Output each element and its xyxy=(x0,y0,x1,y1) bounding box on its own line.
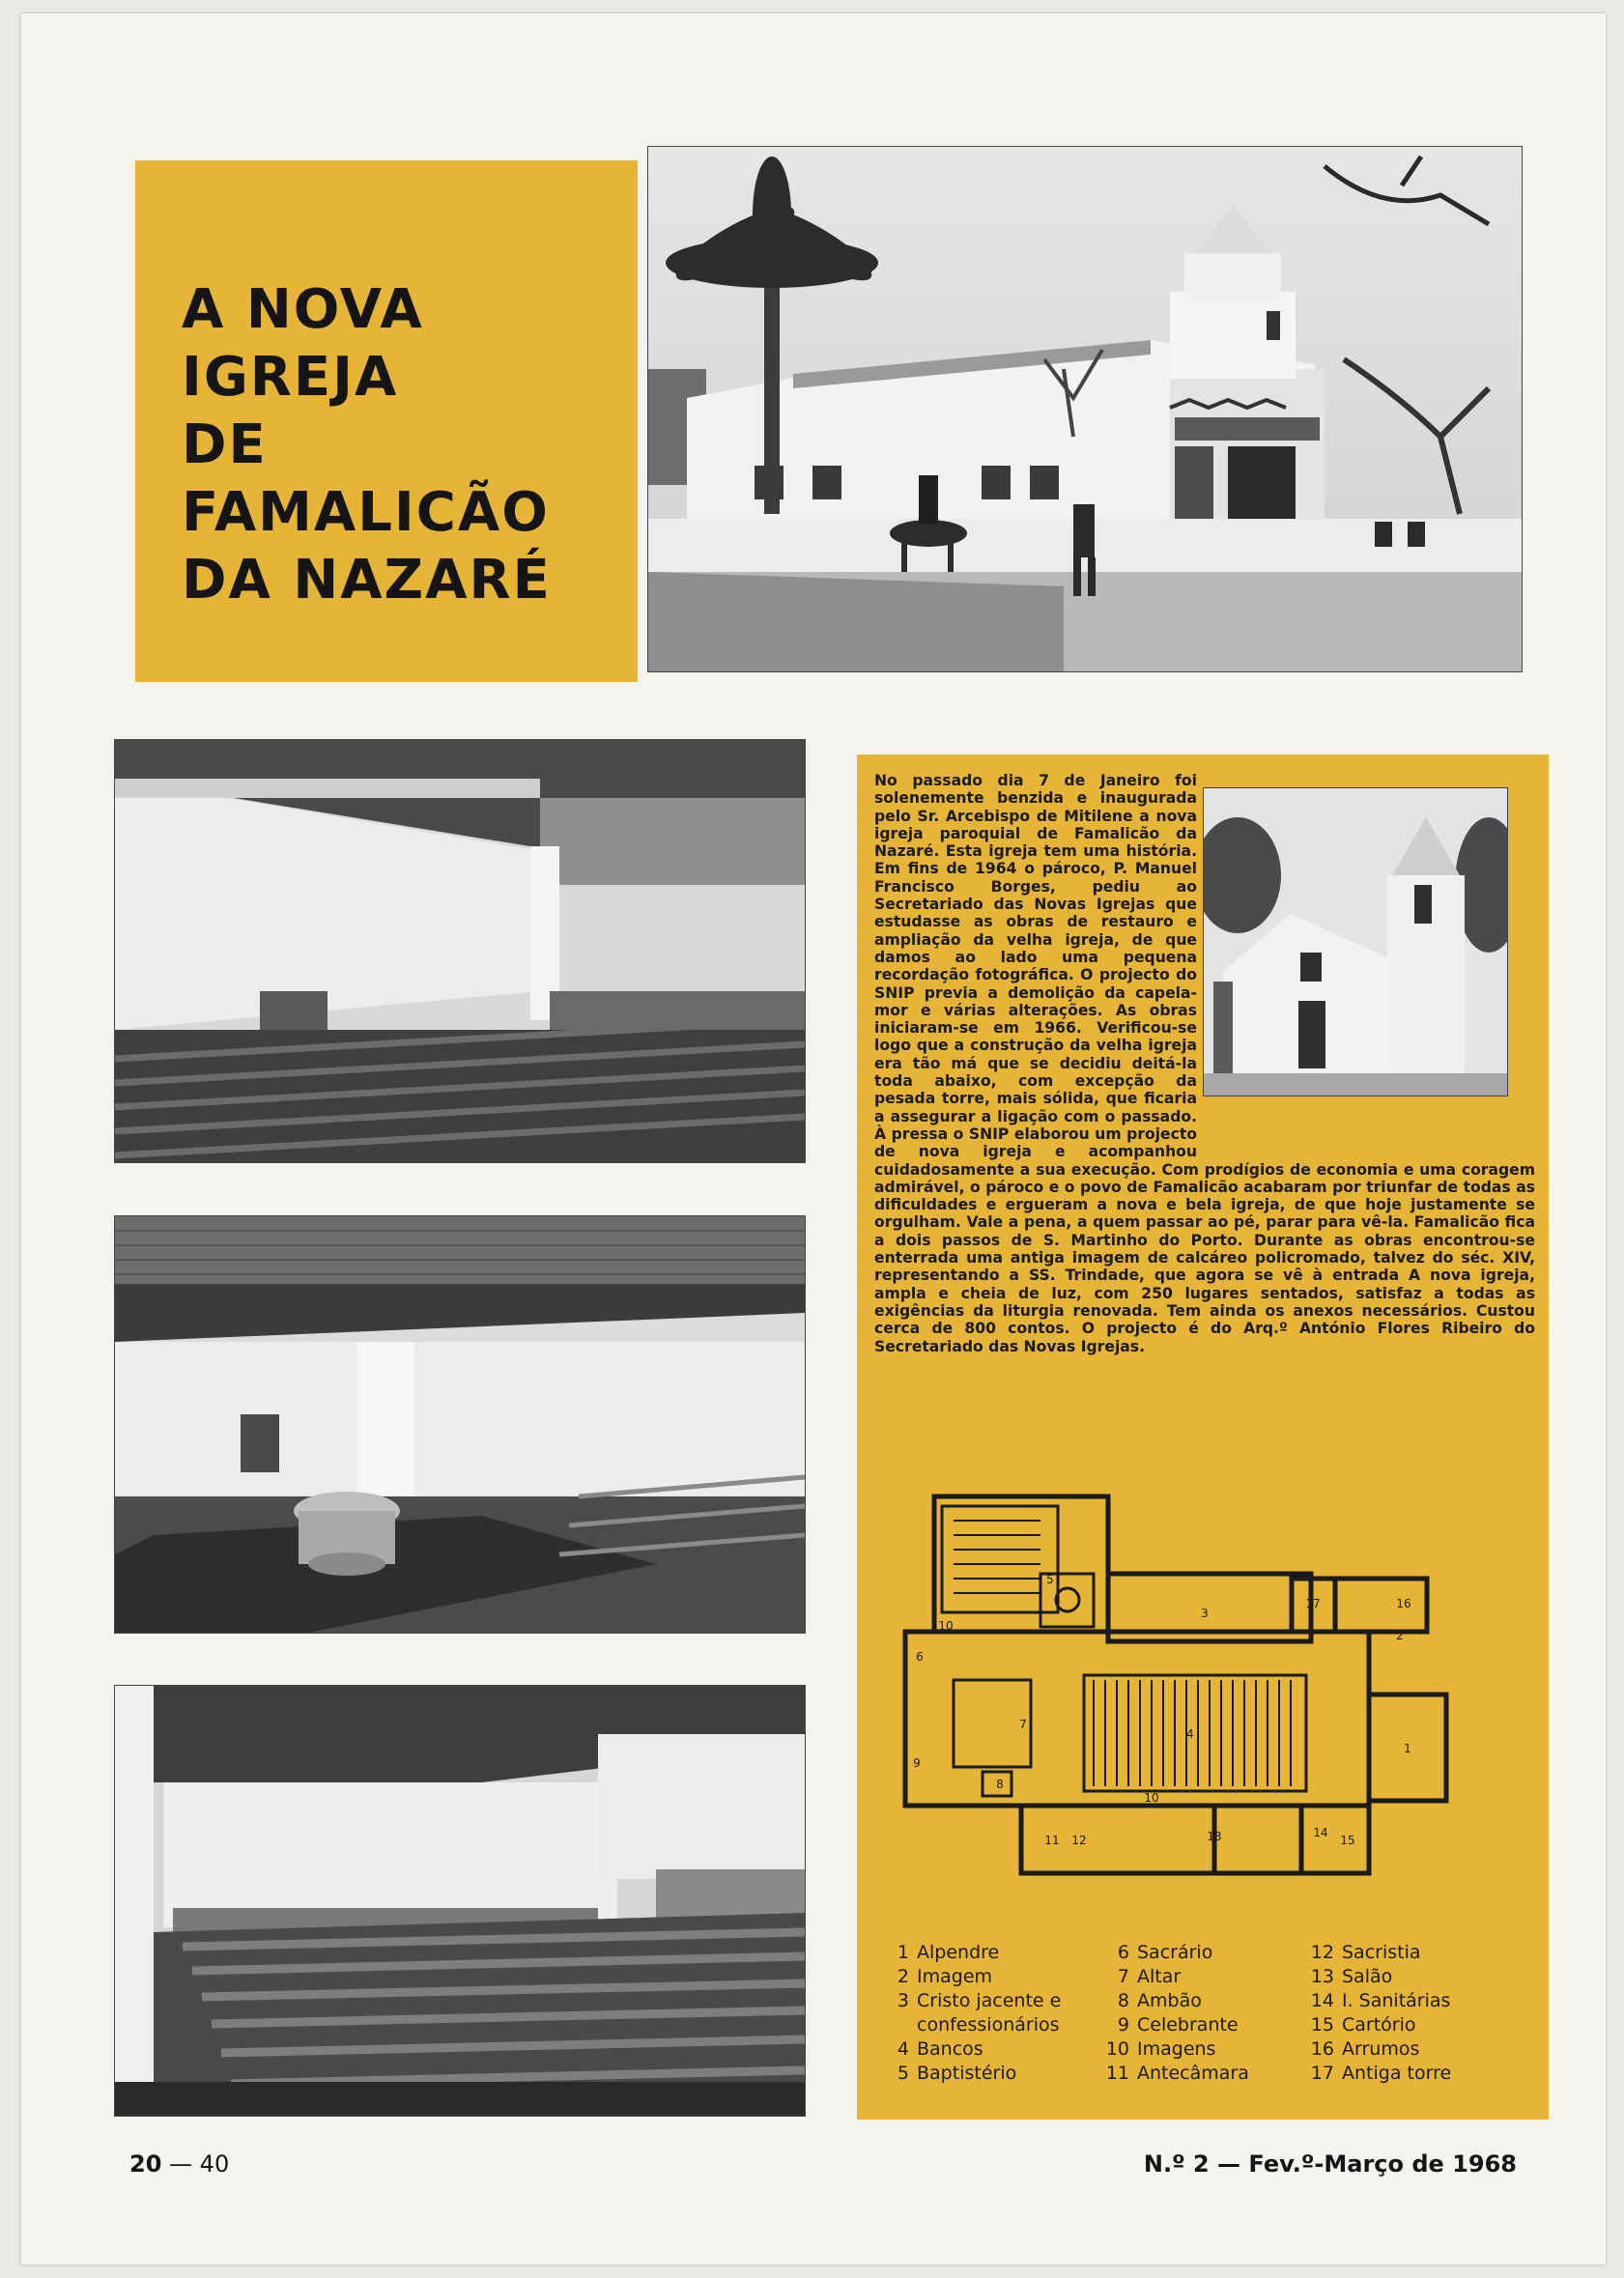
legend-item xyxy=(1309,2013,1451,2037)
legend-label: Celebrante xyxy=(1137,2014,1239,2036)
legend-label: Baptistério xyxy=(917,2063,1017,2084)
legend-item xyxy=(1309,1965,1451,1989)
page-number-primary: 20 xyxy=(129,2150,162,2178)
plan-label-3: 3 xyxy=(1201,1607,1209,1620)
legend-label: Altar xyxy=(1137,1966,1182,1987)
legend-number: 10 xyxy=(1105,2038,1129,2060)
legend-item xyxy=(884,2013,1061,2037)
legend-number: 9 xyxy=(1117,2014,1129,2036)
legend-item xyxy=(884,1965,1061,1989)
legend-label: Salão xyxy=(1342,1966,1393,1987)
legend-number: 5 xyxy=(897,2063,909,2084)
legend-label: Cristo jacente e xyxy=(917,1990,1062,2011)
legend-item xyxy=(1104,2013,1249,2037)
legend-label: Antiga torre xyxy=(1342,2063,1452,2084)
legend-label: confessionários xyxy=(917,2014,1060,2036)
legend-label: Arrumos xyxy=(1342,2038,1420,2060)
legend-number: 17 xyxy=(1310,2063,1334,2084)
legend-item xyxy=(1104,1965,1249,1989)
legend-item xyxy=(884,1989,1061,2013)
title-block xyxy=(135,160,638,682)
page-number xyxy=(129,2150,229,2178)
legend-number: 6 xyxy=(1117,1942,1129,1963)
article-text: No passado dia 7 de Janeiro foi solenemente benzida e inaugurada pelo Sr. Arcebispo de Mitilene a nova igreja paroquial de Famalicão da Nazaré. Esta igreja tem uma história. Em fins de 1964 o pároco, P. Manuel Francisco Borges, pediu ao Secretariado das Novas Igrejas que estudasse as obras de restauro e ampliação da velha igreja, de que damos ao lado uma pequena recordação fotográfica. O projecto do SNIP previa a demolição da capela-mor e várias alterações. As obras iniciaram-se em 1966. Verificou-se logo que a construção da velha igreja era tão má que se decidiu deitá-la toda abaixo, com excepção da pesada torre, mais sólida, que ficaria a assegurar a ligação com o passado. À pressa o SNIP elaborou um projecto de nova igreja e acompanhou cuidadosamente a sua execução. Com prodígios de economia e uma coragem admirável, o pároco e o povo de Famalicão acabaram por triunfar de todas as dificuldades e ergueram a nova e bela igreja, de que hoje justamente se orgulham. Vale a pena, a quem passar ao pé, parar para vê-la. Famalicão fica a dois passos de S. Martinho do Porto. Durante as obras encontrou-se enterrada uma antiga imagem de calcáreo policromado, talvez do séc. XIV, representando a SS. Trindade, que agora se vê à entrada A nova igreja, ampla e cheia de luz, com 250 lugares sentados, satisfaz a todas as exigências da liturgia renovada. Tem ainda os anexos necessários. Custou cerca de 800 contos. O projecto é do Arq.º António Flores Ribeiro do Secretariado das Novas Igrejas. xyxy=(874,772,1535,1355)
page-title xyxy=(182,276,552,614)
legend-label: Bancos xyxy=(917,2038,983,2060)
title-line-2: IGREJA xyxy=(182,346,399,409)
magazine-page xyxy=(21,14,1606,2264)
legend-number: 2 xyxy=(897,1966,909,1987)
legend-label: Sacrário xyxy=(1137,1942,1213,1963)
legend-label: Antecâmara xyxy=(1137,2063,1249,2084)
page-number-secondary: — 40 xyxy=(169,2150,230,2178)
legend-item xyxy=(884,1941,1061,1965)
title-line-5: DA NAZARÉ xyxy=(182,549,552,612)
church-exterior-photo xyxy=(647,146,1523,672)
plan-label-17: 17 xyxy=(1305,1597,1321,1610)
legend-item xyxy=(1309,1989,1451,2013)
legend-item xyxy=(1104,2037,1249,2062)
plan-label-4: 4 xyxy=(1186,1727,1194,1741)
legend-label: Imagem xyxy=(917,1966,993,1987)
legend-label: Alpendre xyxy=(917,1942,1000,1963)
floor-plan xyxy=(896,1487,1495,1893)
legend-column-2 xyxy=(1104,1941,1249,2086)
plan-label-9: 9 xyxy=(913,1756,921,1770)
legend-label: Ambão xyxy=(1137,1990,1202,2011)
legend-label: Cartório xyxy=(1342,2014,1416,2036)
legend-item xyxy=(1309,2037,1451,2062)
plan-label-15: 15 xyxy=(1340,1834,1355,1847)
plan-label-13: 13 xyxy=(1207,1830,1222,1843)
legend-item xyxy=(1104,1989,1249,2013)
legend-label: I. Sanitárias xyxy=(1342,1990,1451,2011)
legend-number: 16 xyxy=(1310,2038,1334,2060)
legend-item xyxy=(1309,1941,1451,1965)
legend-number: 13 xyxy=(1310,1966,1334,1987)
legend-number: 12 xyxy=(1310,1942,1334,1963)
church-interior-photo-3 xyxy=(114,1685,806,2117)
plan-label-10b: 10 xyxy=(1144,1791,1159,1805)
title-line-1: A NOVA xyxy=(182,278,424,341)
legend-item xyxy=(884,2037,1061,2062)
legend-item xyxy=(1104,2062,1249,2086)
plan-label-14: 14 xyxy=(1313,1826,1328,1839)
legend-number: 1 xyxy=(897,1942,909,1963)
article-panel xyxy=(857,755,1549,2120)
legend-column-3 xyxy=(1309,1941,1451,2086)
title-line-3: DE xyxy=(182,413,268,476)
legend-number: 3 xyxy=(897,1990,909,2011)
legend-item xyxy=(1309,2062,1451,2086)
plan-label-12: 12 xyxy=(1071,1834,1087,1847)
article-body xyxy=(874,772,1535,1355)
legend-number: 14 xyxy=(1310,1990,1334,2011)
legend-number: 8 xyxy=(1117,1990,1129,2011)
plan-label-10a: 10 xyxy=(938,1619,954,1633)
church-interior-photo-2 xyxy=(114,1215,806,1634)
legend-number: 7 xyxy=(1117,1966,1129,1987)
plan-label-5: 5 xyxy=(1046,1573,1054,1586)
legend-item xyxy=(1104,1941,1249,1965)
plan-label-16: 16 xyxy=(1396,1597,1411,1610)
issue-info: N.º 2 — Fev.º-Março de 1968 xyxy=(1143,2150,1517,2178)
plan-label-1: 1 xyxy=(1404,1742,1411,1755)
plan-label-11: 11 xyxy=(1044,1834,1060,1847)
plan-label-7: 7 xyxy=(1019,1718,1027,1731)
legend-item xyxy=(884,2062,1061,2086)
church-interior-photo-1 xyxy=(114,739,806,1163)
legend-number: 15 xyxy=(1310,2014,1334,2036)
plan-label-2: 2 xyxy=(1396,1629,1404,1642)
inset-spacer xyxy=(1197,772,1535,1158)
legend-column-1 xyxy=(884,1941,1061,2086)
legend-number: 11 xyxy=(1105,2063,1129,2084)
legend-number: 4 xyxy=(897,2038,909,2060)
plan-label-8: 8 xyxy=(996,1778,1004,1791)
legend-label: Imagens xyxy=(1137,2038,1216,2060)
plan-label-6: 6 xyxy=(916,1650,924,1664)
legend-label: Sacristia xyxy=(1342,1942,1421,1963)
title-line-4: FAMALICÃO xyxy=(182,481,550,544)
